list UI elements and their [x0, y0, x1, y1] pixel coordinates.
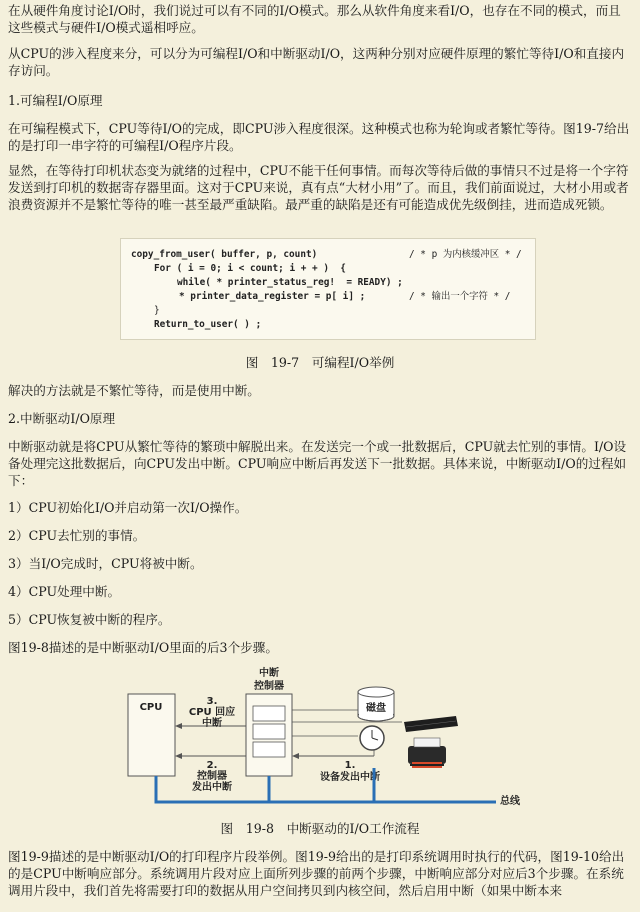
code-line: Return_to_user( ) ; [154, 319, 262, 330]
paragraph-solution: 解决的方法就是不繁忙等待，而是使用中断。 [8, 383, 260, 398]
step3-label: 中断 [202, 718, 222, 729]
code-line: copy_from_user( buffer, p, count) [131, 249, 318, 260]
list-item: 2）CPU去忙别的事情。 [8, 528, 146, 543]
list-item: 4）CPU处理中断。 [8, 584, 121, 599]
step2-label: 控制器 [197, 771, 227, 782]
step3-label: CPU 回应 [188, 707, 236, 718]
clock-icon [360, 726, 384, 750]
controller-label: 中断 [259, 668, 279, 679]
paragraph-cpu-involvement: 从CPU的涉入程度来分，可以分为可编程I/O和中断驱动I/O，这两种分别对应硬件原理的繁忙等待I/O和直接内存访问。 [8, 46, 625, 78]
code-comment: / * 输出一个字符 * / [409, 291, 511, 302]
controller-label: 控制器 [254, 681, 284, 692]
paragraph-figure-ref: 图19-8描述的是中断驱动I/O里面的后3个步骤。 [8, 640, 278, 655]
controller-slot [253, 724, 285, 739]
section-heading-interrupt-io: 2.中断驱动I/O原理 [8, 411, 116, 426]
interrupt-flow-diagram [126, 664, 526, 814]
paragraph-busy-wait-drawback: 显然，在等待打印机状态变为就绪的过程中，CPU不能干任何事情。而每次等待后做的事情只不过是将一个字符发送到打印机的数据寄存器里面。这对于CPU来说，真有点“大材小用”了。而且，我们前面说过，大材小用或者浪费资源并不是繁忙等待的唯一甚至最严重缺陷。最严重的缺陷是还有可能造成优先级倒挂，进而造成死锁。 [8, 163, 629, 212]
code-line: * printer_data_register = p[ i] ; [179, 291, 366, 302]
step3-label: 3. [206, 696, 218, 707]
paragraph-programmed-mode: 在可编程模式下，CPU等待I/O的完成，即CPU涉入程度很深。这种模式也称为轮询或者繁忙等待。图19-7给出的是打印一串字符的可编程I/O程序片段。 [8, 121, 630, 153]
paragraph-figure-19-9: 图19-9描述的是中断驱动I/O的打印程序片段举例。图19-9给出的是打印系统调用时执行的代码，图19-10给出的是CPU中断响应部分。系统调用片段对应上面所列步骤的前两个步骤，中断响应部分对应后3个步骤。在系统调用片段中，我们首先将需要打印的数据从用户空间拷贝到内核空间，然后启用中断（如果中断本来 [8, 849, 625, 898]
list-item: 1）CPU初始化I/O并启动第一次I/O操作。 [8, 500, 248, 515]
step1-label: 设备发出中断 [320, 772, 380, 783]
cpu-label: CPU [139, 702, 163, 713]
list-item: 3）当I/O完成时，CPU将被中断。 [8, 556, 203, 571]
code-listing [120, 238, 536, 340]
controller-slot [253, 706, 285, 721]
figure-caption: 图 19-7 可编程I/O举例 [245, 355, 395, 370]
code-line: while( * printer_status_reg! = READY) ; [177, 277, 403, 288]
bus-label: 总线 [500, 796, 520, 807]
disk-label: 磁盘 [366, 703, 386, 714]
code-line: For ( i = 0; i < count; i + + ) { [154, 263, 346, 274]
step2-label: 发出中断 [192, 782, 232, 793]
paragraph-intro: 在从硬件角度讨论I/O时，我们说过可以有不同的I/O模式。那么从软件角度来看I/O，也存在不同的模式，而且这些模式与硬件I/O模式遥相呼应。 [8, 3, 621, 35]
printer-icon [408, 738, 446, 768]
code-line: } [154, 305, 160, 316]
list-item: 5）CPU恢复被中断的程序。 [8, 612, 171, 627]
paragraph-interrupt-driven: 中断驱动就是将CPU从繁忙等待的繁琐中解脱出来。在发送完一个或一批数据后，CPU就去忙别的事情。I/O设备处理完这批数据后，向CPU发出中断。CPU响应中断后再发送下一批数据。具体来说，中断驱动I/O的过程如下： [8, 439, 627, 488]
code-comment: / * p 为内核缓冲区 * / [409, 249, 522, 260]
keyboard-icon [404, 716, 458, 732]
figure-caption: 图 19-8 中断驱动的I/O工作流程 [220, 821, 420, 836]
section-heading-programmed-io: 1.可编程I/O原理 [8, 93, 103, 108]
step2-label: 2. [206, 760, 218, 771]
step1-label: 1. [344, 760, 356, 771]
controller-slot [253, 742, 285, 757]
